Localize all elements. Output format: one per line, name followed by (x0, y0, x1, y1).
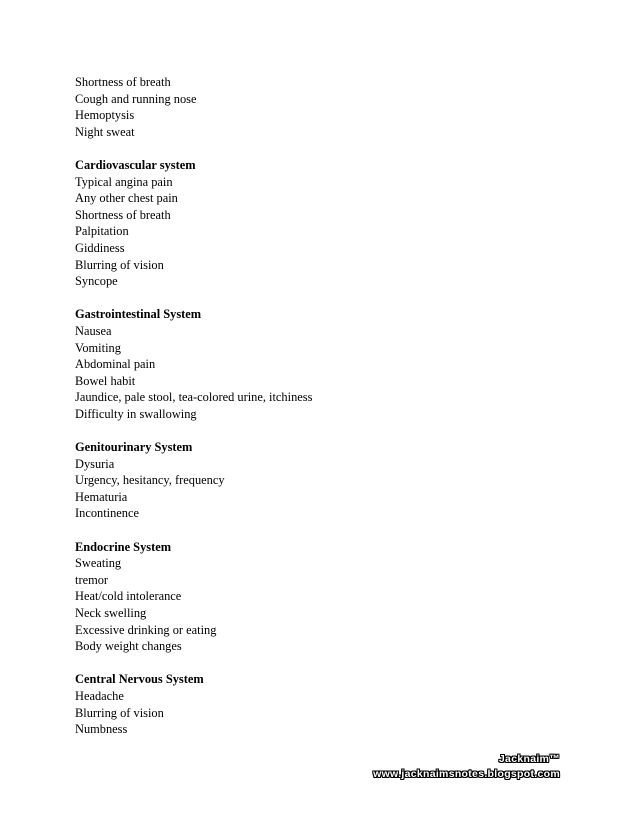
section-central-nervous (75, 671, 595, 737)
list-item: Incontinence (75, 506, 139, 521)
list-item: Vomiting (75, 340, 121, 355)
list-item: Cough and running nose (75, 91, 197, 106)
list-item: Blurring of vision (75, 257, 164, 272)
section-heading: Endocrine System (75, 539, 172, 554)
list-item: Difficulty in swallowing (75, 406, 197, 421)
section-genitourinary (75, 439, 595, 522)
list-item: Urgency, hesitancy, frequency (75, 473, 225, 488)
list-item: Hematuria (75, 489, 128, 504)
list-item: Bowel habit (75, 373, 136, 388)
list-item: Any other chest pain (75, 191, 178, 206)
list-item: Sweating (75, 556, 122, 571)
list-item: Abdominal pain (75, 357, 156, 372)
list-item: Shortness of breath (75, 75, 171, 89)
section-heading: Genitourinary System (75, 440, 193, 455)
list-item: Body weight changes (75, 639, 182, 654)
section-cardiovascular (75, 157, 595, 290)
section-heading: Gastrointestinal System (75, 307, 202, 322)
list-item: Giddiness (75, 240, 125, 255)
list-item: tremor (75, 572, 109, 587)
list-item: Neck swelling (75, 606, 147, 620)
list-item: Blurring of vision (75, 705, 164, 720)
section-endocrine (75, 539, 595, 655)
list-item: Night sweat (75, 124, 135, 139)
list-item: Numbness (75, 722, 128, 737)
list-item: Palpitation (75, 224, 129, 239)
list-item: Heat/cold intolerance (75, 589, 182, 604)
list-item: Shortness of breath (75, 207, 171, 222)
document-body (75, 74, 595, 754)
section-heading: Cardiovascular system (75, 157, 196, 172)
list-item: Jaundice, pale stool, tea-colored urine, itchiness (75, 390, 313, 405)
list-item: Syncope (75, 274, 118, 289)
list-item: Typical angina pain (75, 174, 173, 189)
footer-brand: Jacknaim™ (498, 753, 560, 765)
section-heading: Central Nervous System (75, 672, 204, 687)
list-item: Excessive drinking or eating (75, 622, 217, 637)
list-item: Dysuria (75, 456, 115, 471)
list-item: Headache (75, 688, 124, 703)
footer-watermark (373, 752, 560, 782)
section-gastrointestinal (75, 306, 595, 422)
list-item: Hemoptysis (75, 108, 135, 123)
list-item: Nausea (75, 323, 112, 338)
intro-list (75, 74, 595, 140)
footer-website: www.jacknaimsnotes.blogspot.com (373, 768, 560, 780)
